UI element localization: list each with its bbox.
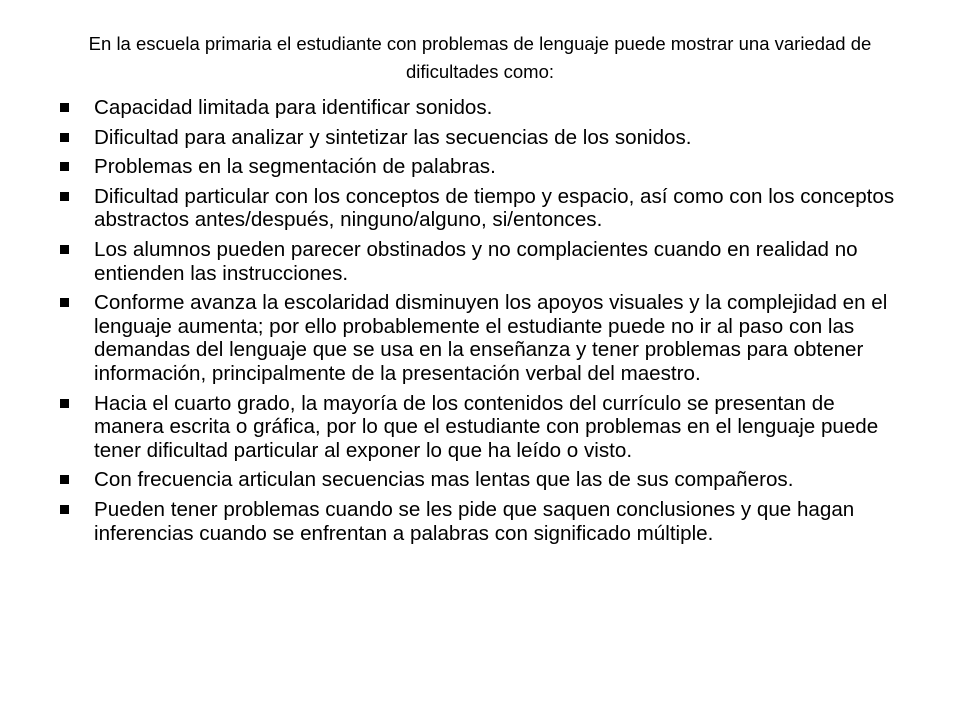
bullet-text: Dificultad particular con los conceptos de tiempo y espacio, así como con los conceptos abstractos antes/después, ninguno/alguno, si/entonces. bbox=[94, 184, 895, 232]
square-bullet-icon bbox=[60, 505, 69, 514]
list-item bbox=[60, 468, 896, 492]
list-item bbox=[60, 392, 896, 463]
square-bullet-icon bbox=[60, 162, 69, 171]
list-item bbox=[60, 238, 896, 285]
bullet-text: Los alumnos pueden parecer obstinados y no complacientes cuando en realidad no entienden las instrucciones. bbox=[94, 237, 858, 285]
list-item bbox=[60, 96, 896, 120]
square-bullet-icon bbox=[60, 245, 69, 254]
list-item bbox=[60, 185, 896, 232]
bullet-text: Con frecuencia articulan secuencias mas lentas que las de sus compañeros. bbox=[94, 468, 794, 492]
bullet-text: Dificultad para analizar y sintetizar las secuencias de los sonidos. bbox=[94, 125, 692, 149]
square-bullet-icon bbox=[60, 103, 69, 112]
square-bullet-icon bbox=[60, 475, 69, 484]
square-bullet-icon bbox=[60, 298, 69, 307]
bullet-text: Conforme avanza la escolaridad disminuyen los apoyos visuales y la complejidad en el lenguaje aumenta; por ello probablemente el estudiante puede no ir al paso con las demandas del lenguaje que se usa en la enseñanza y tener problemas para obtener información, principalmente de la presentación verbal del maestro. bbox=[94, 291, 888, 385]
bullet-list bbox=[60, 96, 896, 551]
list-item bbox=[60, 126, 896, 150]
bullet-text: Capacidad limitada para identificar sonidos. bbox=[94, 96, 493, 119]
bullet-text: Hacia el cuarto grado, la mayoría de los contenidos del currículo se presentan de manera escrita o gráfica, por lo que el estudiante con problemas en el lenguaje puede tener dificultad particular al exponer lo que ha leído o visto. bbox=[94, 391, 879, 462]
list-item bbox=[60, 498, 896, 545]
square-bullet-icon bbox=[60, 192, 69, 201]
slide-title: En la escuela primaria el estudiante con problemas de lenguaje puede mostrar una variedad de dificultades como: bbox=[88, 33, 872, 82]
list-item bbox=[60, 155, 896, 179]
bullet-text: Pueden tener problemas cuando se les pide que saquen conclusiones y que hagan inferencias cuando se enfrentan a palabras con significado múltiple. bbox=[94, 497, 855, 545]
square-bullet-icon bbox=[60, 133, 69, 142]
square-bullet-icon bbox=[60, 399, 69, 408]
bullet-text: Problemas en la segmentación de palabras. bbox=[94, 155, 496, 179]
list-item bbox=[60, 291, 896, 385]
